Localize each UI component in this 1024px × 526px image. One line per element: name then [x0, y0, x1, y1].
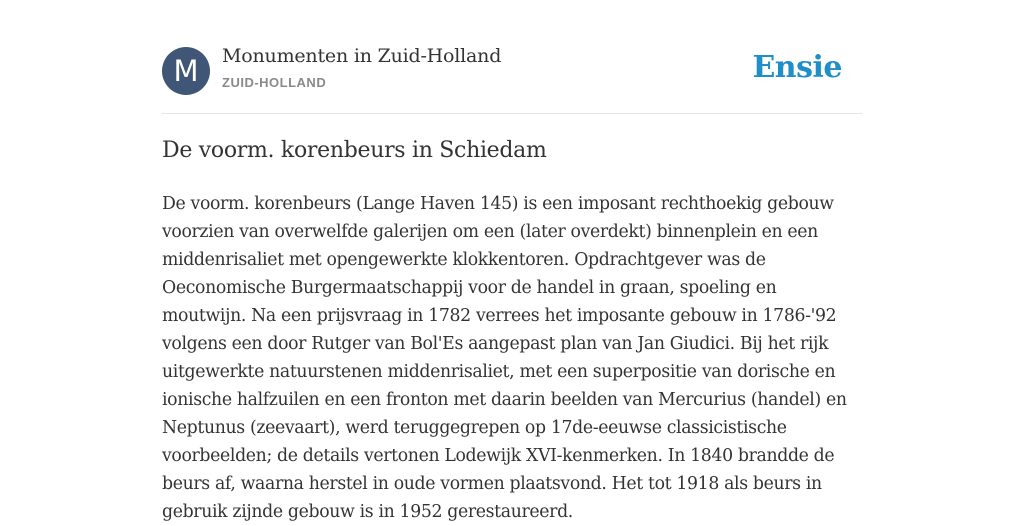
collection-avatar[interactable]: M	[162, 47, 210, 95]
page-container	[162, 0, 862, 522]
article-body: De voorm. korenbeurs (Lange Haven 145) is een imposant rechthoekig gebouw voorzien van overwelfde galerijen om een (later overdekt) binnenplein en een middenrisaliet met opengewerkte klokkentoren. Opdrachtgever was de Oeconomische Burgermaatschappij voor de handel in graan, spoeling en moutwijn. Na een prijsvraag in 1782 verrees het imposante gebouw in 1786-'92 volgens een door Rutger van Bol'Es aangepast plan van Jan Giudici. Bij het rijk uitgewerkte natuurstenen middenrisaliet, met een superpositie van dorische en ionische halfzuilen en een fronton met daarin beelden van Mercurius (handel) en Neptunus (zeevaart), werd teruggegrepen op 17de-eeuwse classicistische voorbeelden; de details vertonen Lodewijk XVI-kenmerken. In 1840 brandde de beurs af, waarna herstel in oude vormen plaatsvond. Het tot 1918 als beurs in gebruik zijnde gebouw is in 1952 gerestaureerd.	[162, 194, 847, 522]
collection-title-link[interactable]: Monumenten in Zuid-Holland	[222, 45, 502, 67]
collection-subtitle: ZUID-HOLLAND	[222, 75, 327, 90]
collection-header	[162, 0, 862, 114]
article-title: De voorm. korenbeurs in Schiedam	[162, 138, 547, 163]
ensie-logo[interactable]: Ensie	[752, 50, 842, 85]
